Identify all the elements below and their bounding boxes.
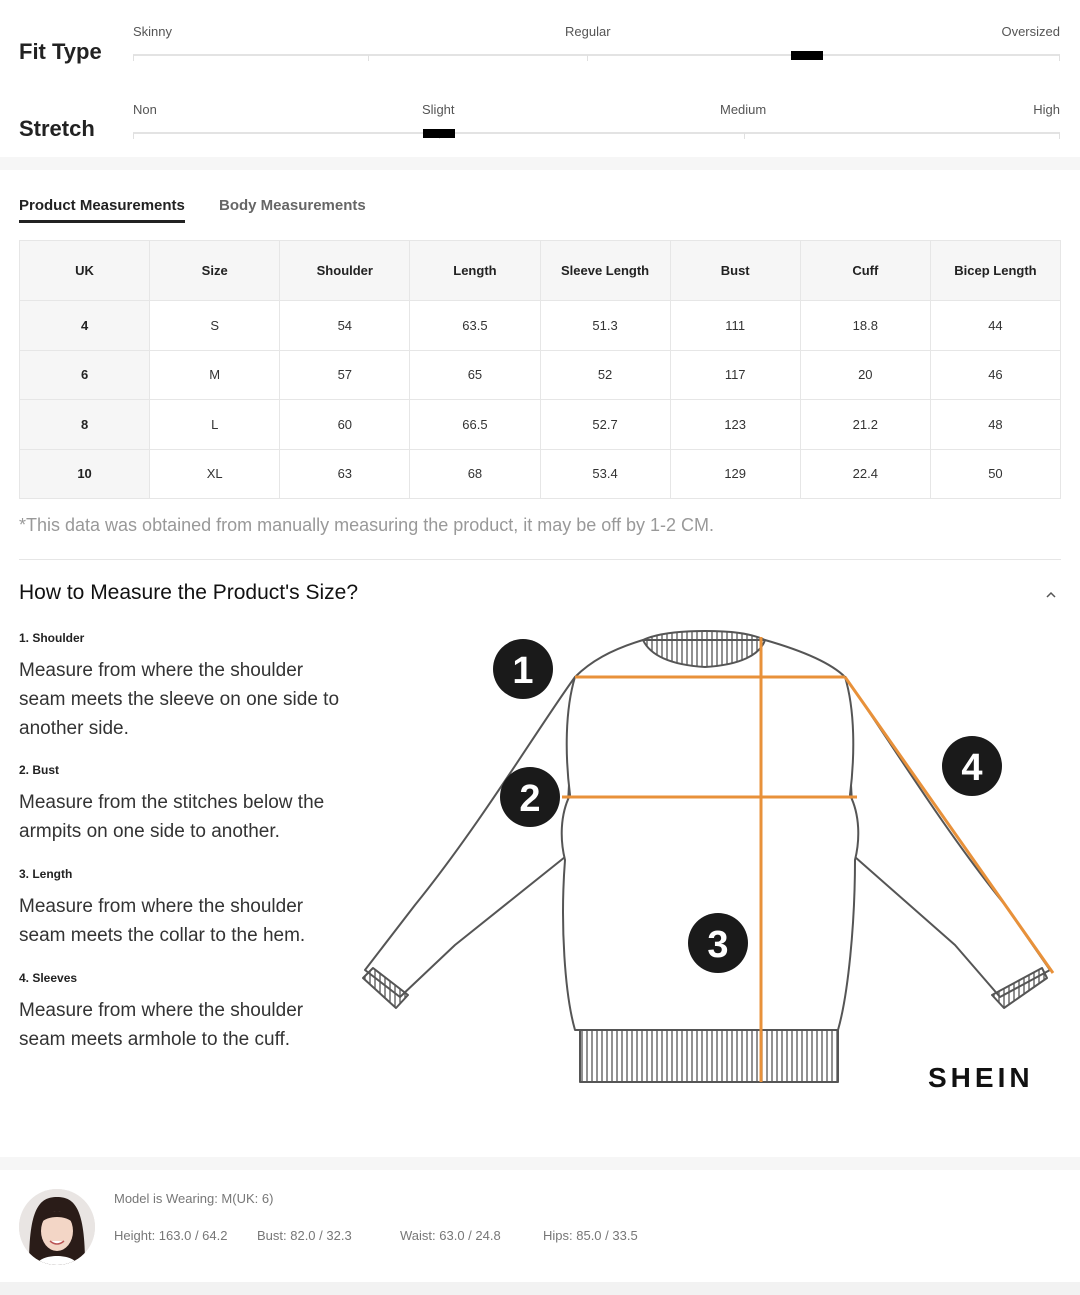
cell-bicep-length: 46 xyxy=(930,350,1060,400)
stretch-title: Stretch xyxy=(19,116,95,141)
tab-body-label: Body Measurements xyxy=(219,197,366,214)
svg-text:4: 4 xyxy=(961,747,983,789)
svg-text:2: 2 xyxy=(519,778,541,820)
step-text-length: Measure from where the shoulder seam meets the collar to the hem. xyxy=(19,896,306,946)
tab-product-measurements[interactable] xyxy=(19,197,185,214)
cell-sleeve-length: 51.3 xyxy=(540,301,670,351)
header-bust: Bust xyxy=(670,241,800,301)
cell-bust: 117 xyxy=(670,350,800,400)
tab-product-label: Product Measurements xyxy=(19,197,185,214)
cell-sleeve-length: 52 xyxy=(540,350,670,400)
table-row xyxy=(20,449,1061,499)
size-table xyxy=(19,240,1061,499)
cell-shoulder: 60 xyxy=(280,400,410,450)
table-row xyxy=(20,400,1061,450)
cell-bust: 111 xyxy=(670,301,800,351)
cell-cuff: 20 xyxy=(800,350,930,400)
cell-size: M xyxy=(150,350,280,400)
header-size: Size xyxy=(150,241,280,301)
step-text-bust: Measure from the stitches below the armpits on one side to another. xyxy=(19,792,325,842)
stretch-label-medium: Medium xyxy=(720,102,767,117)
header-bicep-length: Bicep Length xyxy=(930,241,1060,301)
table-header-row xyxy=(20,241,1061,301)
tab-body-measurements[interactable] xyxy=(219,197,366,214)
cell-cuff: 18.8 xyxy=(800,301,930,351)
table-row xyxy=(20,350,1061,400)
header-uk: UK xyxy=(20,241,150,301)
bottom-spacer xyxy=(0,1282,1080,1295)
model-avatar[interactable] xyxy=(19,1189,95,1265)
cell-bust: 123 xyxy=(670,400,800,450)
model-wearing-size: Model is Wearing: M(UK: 6) xyxy=(114,1191,274,1206)
cell-uk: 8 xyxy=(20,400,150,450)
step-heading-shoulder: 1. Shoulder xyxy=(19,631,85,645)
cell-length: 68 xyxy=(410,449,540,499)
step-heading-bust: 2. Bust xyxy=(19,763,60,777)
chevron-up-icon[interactable] xyxy=(1044,588,1058,602)
header-shoulder: Shoulder xyxy=(280,241,410,301)
stretch-scale xyxy=(0,78,1080,156)
cell-size: L xyxy=(150,400,280,450)
step-text-sleeves: Measure from where the shoulder seam meets armhole to the cuff. xyxy=(19,1000,304,1050)
model-hips: Hips: 85.0 / 33.5 xyxy=(543,1228,638,1243)
stretch-label-slight: Slight xyxy=(422,102,455,117)
header-cuff: Cuff xyxy=(800,241,930,301)
size-guide-panel xyxy=(0,170,1080,1157)
cell-bust: 129 xyxy=(670,449,800,499)
cell-cuff: 22.4 xyxy=(800,449,930,499)
step-heading-sleeves: 4. Sleeves xyxy=(19,971,78,985)
cell-shoulder: 54 xyxy=(280,301,410,351)
stretch-label-high: High xyxy=(1033,102,1060,117)
howto-title: How to Measure the Product's Size? xyxy=(19,581,359,604)
stretch-marker xyxy=(423,129,455,138)
cell-sleeve-length: 52.7 xyxy=(540,400,670,450)
active-tab-underline xyxy=(19,220,185,223)
marker-1-icon xyxy=(493,639,553,699)
stretch-label-non: Non xyxy=(133,102,157,117)
marker-3-icon xyxy=(688,913,748,973)
fit-label-regular: Regular xyxy=(565,24,611,39)
shein-logo: SHEIN xyxy=(928,1062,1034,1093)
fit-label-oversized: Oversized xyxy=(1001,24,1060,39)
cell-bicep-length: 48 xyxy=(930,400,1060,450)
model-bust: Bust: 82.0 / 32.3 xyxy=(257,1228,352,1243)
model-info-panel xyxy=(0,1170,1080,1282)
model-waist: Waist: 63.0 / 24.8 xyxy=(400,1228,501,1243)
step-text-shoulder: Measure from where the shoulder seam meets the sleeve on one side to another side. xyxy=(19,660,340,739)
section-divider xyxy=(19,559,1061,560)
fit-type-marker xyxy=(791,51,823,60)
svg-text:1: 1 xyxy=(512,650,534,692)
fit-type-track xyxy=(133,54,1060,56)
stretch-track xyxy=(133,132,1060,134)
fit-type-scale xyxy=(0,0,1080,78)
fit-stretch-panel xyxy=(0,0,1080,157)
cell-sleeve-length: 53.4 xyxy=(540,449,670,499)
model-height: Height: 163.0 / 64.2 xyxy=(114,1228,228,1243)
svg-text:3: 3 xyxy=(707,924,729,966)
cell-uk: 6 xyxy=(20,350,150,400)
cell-length: 65 xyxy=(410,350,540,400)
header-length: Length xyxy=(410,241,540,301)
cell-uk: 4 xyxy=(20,301,150,351)
cell-size: XL xyxy=(150,449,280,499)
sweater-measure-diagram xyxy=(360,625,1060,1095)
cell-shoulder: 63 xyxy=(280,449,410,499)
cell-length: 63.5 xyxy=(410,301,540,351)
marker-2-icon xyxy=(500,767,560,827)
measurement-disclaimer: *This data was obtained from manually measuring the product, it may be off by 1-2 CM. xyxy=(19,515,715,535)
fit-label-skinny: Skinny xyxy=(133,24,173,39)
marker-4-icon xyxy=(942,736,1002,796)
model-portrait-icon xyxy=(19,1189,95,1265)
cell-bicep-length: 44 xyxy=(930,301,1060,351)
header-sleeve-length: Sleeve Length xyxy=(540,241,670,301)
cell-length: 66.5 xyxy=(410,400,540,450)
cell-bicep-length: 50 xyxy=(930,449,1060,499)
cell-cuff: 21.2 xyxy=(800,400,930,450)
step-heading-length: 3. Length xyxy=(19,867,73,881)
cell-uk: 10 xyxy=(20,449,150,499)
table-row xyxy=(20,301,1061,351)
cell-shoulder: 57 xyxy=(280,350,410,400)
fit-type-title: Fit Type xyxy=(19,39,102,64)
cell-size: S xyxy=(150,301,280,351)
